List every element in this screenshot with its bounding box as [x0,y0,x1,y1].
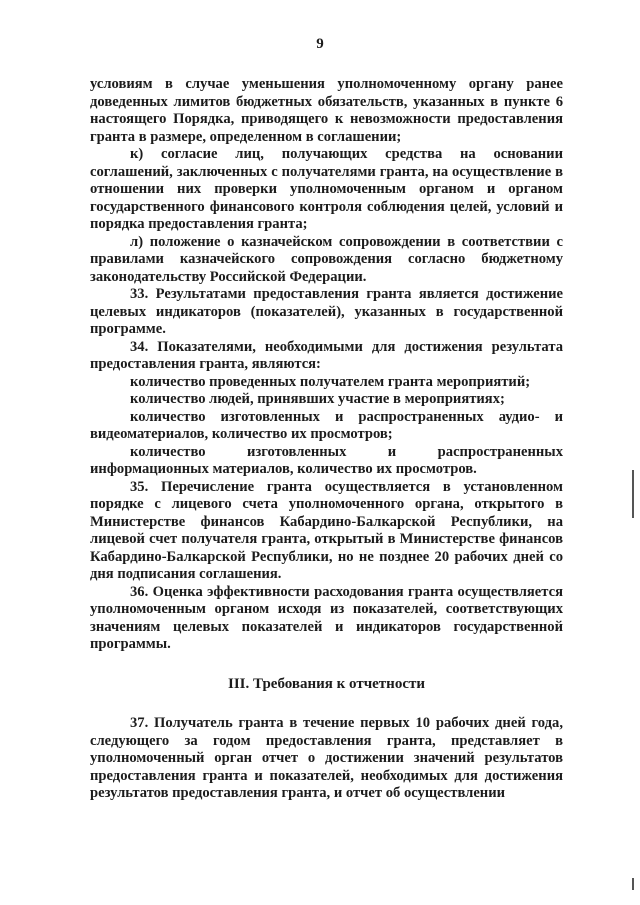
paragraph-34: 34. Показателями, необходимыми для достижения результата предоставления гранта, являются: [90,338,563,372]
scan-edge-mark [632,878,634,890]
paragraph-35: 35. Перечисление гранта осуществляется в установленном порядке с лицевого счета уполномоченного органа, открытого в Министерстве финансов Кабардино-Балкарской Республики, на лицевой счет получателя гранта, открытый в Министерстве финансов Кабардино-Балкарской Республики, но не позднее 20 рабочих дней со дня подписания соглашения. [90,478,563,582]
paragraph-item-k: к) согласие лиц, получающих средства на основании соглашений, заключенных с получателями гранта, на осуществление в отношении них проверки уполномоченным органом и органом государственного финансового контроля соблюдения целей, условий и порядка предоставления гранта; [90,146,563,232]
indicator-item: количество изготовленных и распространенных аудио- и видеоматериалов, количество их просмотров; [90,408,563,442]
indicator-item: количество изготовленных и распространенных информационных материалов, количество их просмотров. [90,443,563,477]
paragraph-36: 36. Оценка эффективности расходования гранта осуществляется уполномоченным органом исходя из показателей, соответствующих значениям целевых показателей и индикаторов государственной программы. [90,583,563,652]
paragraph-continuation: условиям в случае уменьшения уполномоченному органу ранее доведенных лимитов бюджетных обязательств, указанных в пункте 6 настоящего Порядка, приводящего к невозможности предоставления гранта в размере, определенном в соглашении; [90,76,563,145]
scan-edge-mark [632,470,634,518]
paragraph-item-l: л) положение о казначейском сопровождении в соответствии с правилами казначейского сопровождения согласно бюджетному законодательству Российской Федерации. [90,233,563,285]
indicator-item: количество проведенных получателем гранта мероприятий; [130,373,531,390]
section-heading: III. Требования к отчетности [228,675,425,692]
page-number: 9 [316,36,324,52]
indicator-item: количество людей, принявших участие в мероприятиях; [130,391,505,407]
paragraph-37: 37. Получатель гранта в течение первых 10 рабочих дней года, следующего за годом предоставления гранта, представляет в уполномоченный орган отчет о достижении значений результатов предоставления гранта и показателей, необходимых для достижения результатов предоставления гранта, и отчет об осуществлении [90,715,563,801]
document-body [90,76,563,803]
paragraph-33: 33. Результатами предоставления гранта является достижение целевых индикаторов (показателей), указанных в государственной программе. [90,286,563,337]
